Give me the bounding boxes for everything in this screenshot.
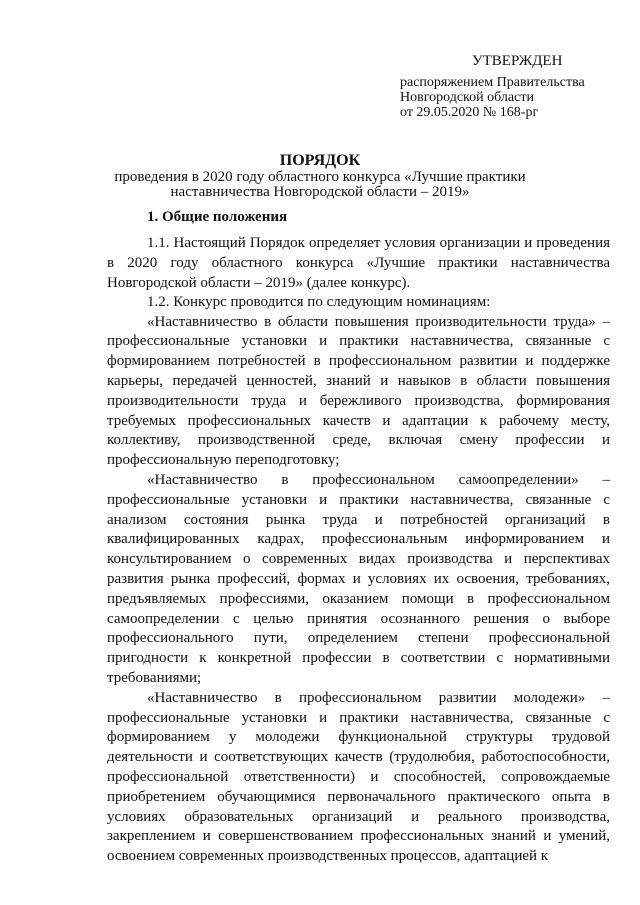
paragraph: «Наставничество в области повышения производительности труда» – профессиональные установки и практики наставничества, связанные с формированием потребностей в профессиональном развитии и поддержке карьеры, передачей ценностей, знаний и навыков в области повышения производительности труда и бережливого производства, формирования требуемых профессиональных качеств и адаптации к рабочему месту, коллективу, производственной среде, включая смену профессии и профессиональную переподготовку; (107, 313, 610, 469)
subtitle-line: наставничества Новгородской области – 2019» (170, 184, 470, 200)
document-subtitle (100, 170, 540, 200)
approval-line: Новгородской области (400, 90, 534, 105)
document-body (107, 234, 610, 867)
document-title: ПОРЯДОК (279, 152, 361, 169)
approval-title: УТВЕРЖДЕН (472, 53, 563, 69)
approval-line: распоряжением Правительства (400, 75, 585, 90)
paragraph: «Наставничество в профессиональном развитии молодежи» – профессиональные установки и практики наставничества, связанные с формированием у молодежи функциональной структуры трудовой деятельности и соответствующих качеств (трудолюбия, работоспособности, профессиональной ответственности) и способностей, сопровождаемые приобретением обучающимися первоначального практического опыта в условиях образовательных организаций и реального производства, закреплением и совершенствованием профессиональных знаний и умений, освоением современных производственных процессов, адаптацией к (107, 689, 610, 865)
subtitle-line: проведения в 2020 году областного конкурса «Лучшие практики (114, 169, 526, 185)
paragraph: 1.1. Настоящий Порядок определяет условия организации и проведения в 2020 году областного конкурса «Лучшие практики наставничества Новгородской области – 2019» (далее конкурс). (107, 235, 610, 291)
paragraph: «Наставничество в профессиональном самоопределении» – профессиональные установки и практики наставничества, связанные с анализом состояния рынка труда и потребностей организаций в квалифицированных кадрах, профессиональным информированием и консультированием о современных видах производства и перспективах развития рынка профессий, формах и условиях их освоения, требованиях, предъявляемых профессиями, оказанием помощи в профессиональном самоопределении с целью принятия осознанного решения о выборе профессионального пути, определением степени профессиональной пригодности к конкретной профессии в соответствии с нормативными требованиями; (107, 472, 610, 687)
paragraph: 1.2. Конкурс проводится по следующим номинациям: (147, 293, 491, 310)
section-heading: 1. Общие положения (147, 209, 288, 225)
approval-block (400, 54, 620, 120)
approval-date: от 29.05.2020 № 168-рг (400, 105, 539, 120)
